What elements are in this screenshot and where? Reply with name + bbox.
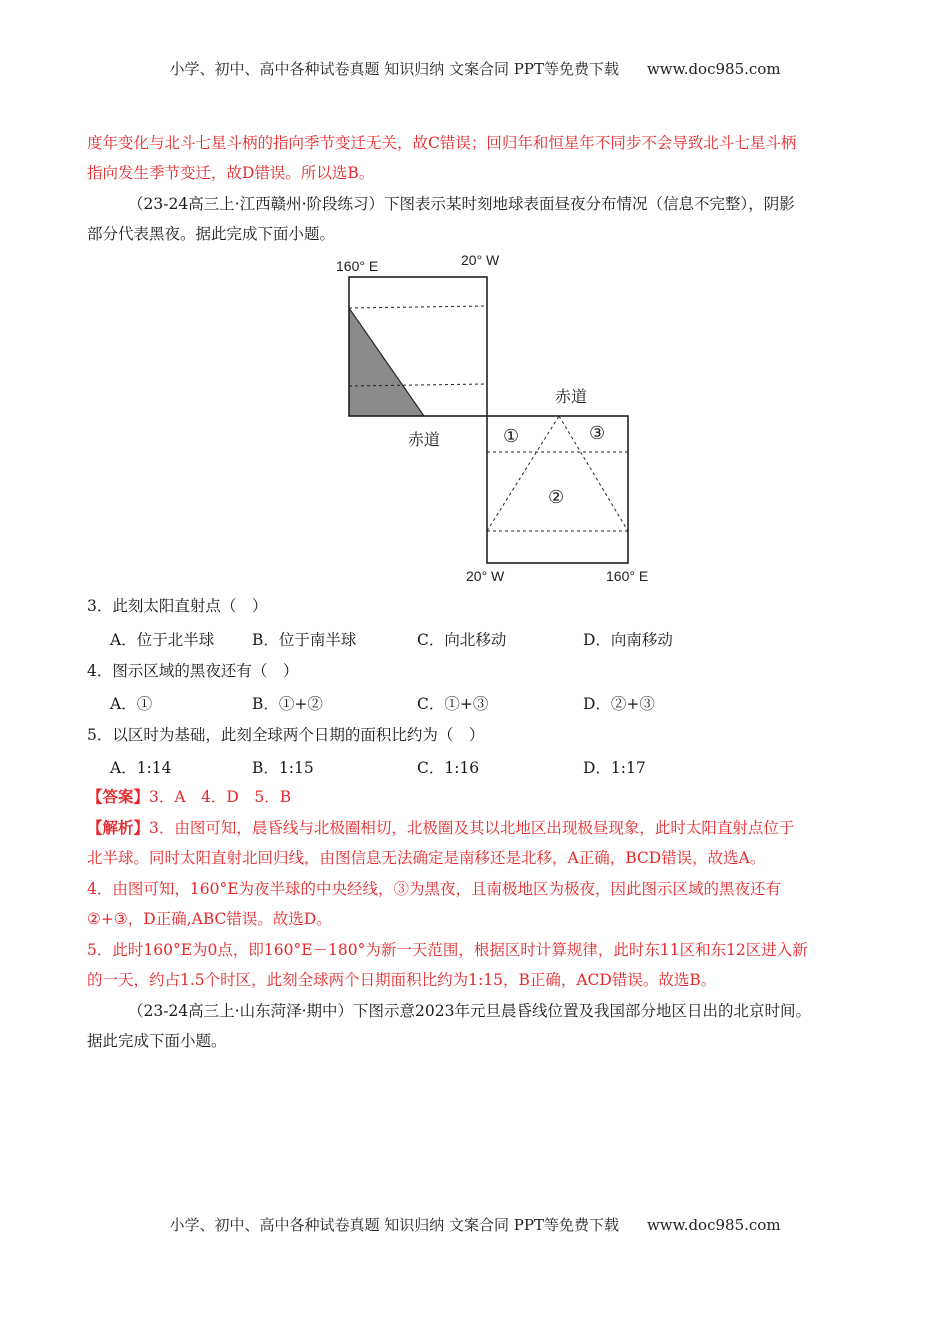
question-4-stem: 4．图示区域的黑夜还有（ ） — [87, 662, 299, 680]
label-region-2: ② — [548, 487, 565, 507]
day-night-figure — [330, 246, 670, 591]
analysis-line-4: ②+③，D正确,ABC错误。故选D。 — [87, 910, 332, 928]
label-160e-bottom: 160° E — [606, 568, 649, 584]
q4-option-b[interactable]: B．①+② — [252, 695, 323, 713]
intro2-line-1: （23-24高三上·山东菏泽·期中）下图示意2023年元旦晨昏线位置及我国部分地区日出的北京时间。 — [128, 1002, 811, 1020]
header-site[interactable]: www.doc985.com — [646, 60, 781, 78]
label-20w-top: 20° W — [461, 252, 500, 268]
q5-option-c[interactable]: C．1:16 — [417, 759, 480, 777]
label-160e-top: 160° E — [336, 258, 379, 274]
q4-option-d[interactable]: D．②+③ — [583, 695, 655, 713]
arctic-circle-line — [349, 306, 487, 308]
footer-links: 小学、初中、高中各种试卷真题 知识归纳 文案合同 PPT等免费下载 — [169, 1216, 619, 1234]
q3-option-a[interactable]: A．位于北半球 — [110, 631, 215, 649]
prev-analysis-line-2: 指向发生季节变迁，故D错误。所以选B。 — [87, 164, 375, 182]
q3-option-d[interactable]: D．向南移动 — [583, 631, 673, 649]
analysis-line-6: 的一天，约占1.5个时区，此刻全球两个日期面积比约为1:15，B正确，ACD错误。故选B。 — [87, 971, 717, 989]
analysis-label: 【解析】 — [87, 818, 150, 837]
label-region-1: ① — [503, 426, 520, 446]
q5-option-b[interactable]: B．1:15 — [252, 759, 314, 777]
q3-option-b[interactable]: B．位于南半球 — [252, 631, 357, 649]
page-footer — [0, 1214, 950, 1235]
intro-line-2: 部分代表黑夜。据此完成下面小题。 — [87, 225, 336, 243]
q5-option-d[interactable]: D．1:17 — [583, 759, 646, 777]
analysis-line-1 — [87, 817, 794, 839]
page-header — [0, 58, 950, 79]
answer-text: 3．A 4．D 5．B — [149, 788, 292, 806]
prev-analysis-line-1: 度年变化与北斗七星斗柄的指向季节变迁无关，故C错误；回归年和恒星年不同步不会导致北斗七星斗柄 — [87, 134, 797, 152]
terminator-left — [487, 416, 559, 531]
label-equator-right: 赤道 — [555, 389, 588, 406]
analysis-line-2: 北半球。同时太阳直射北回归线，由图信息无法确定是南移还是北移，A正确，BCD错误，故选A。 — [87, 849, 766, 867]
analysis-line-5: 5．此时160°E为0点，即160°E－180°为新一天范围，根据区时计算规律，此时东11区和东12区进入新 — [87, 941, 808, 959]
q5-option-a[interactable]: A．1:14 — [110, 759, 172, 777]
answer-line — [87, 786, 291, 808]
q4-option-a[interactable]: A．① — [110, 695, 153, 713]
footer-site[interactable]: www.doc985.com — [646, 1216, 781, 1234]
q4-option-c[interactable]: C．①+③ — [417, 695, 489, 713]
q3-option-c[interactable]: C．向北移动 — [417, 631, 507, 649]
label-20w-bottom: 20° W — [466, 568, 505, 584]
header-links: 小学、初中、高中各种试卷真题 知识归纳 文案合同 PPT等免费下载 — [169, 60, 619, 78]
intro-line-1: （23-24高三上·江西赣州·阶段练习）下图表示某时刻地球表面昼夜分布情况（信息不完整），阴影 — [128, 195, 795, 213]
analysis-text-1: 3．由图可知，晨昏线与北极圈相切，北极圈及其以北地区出现极昼现象，此时太阳直射点位于 — [149, 819, 795, 837]
question-3-stem: 3．此刻太阳直射点（ ） — [87, 597, 268, 615]
label-region-3: ③ — [589, 423, 606, 443]
analysis-line-3: 4．由图可知，160°E为夜半球的中央经线，③为黑夜，且南极地区为极夜，因此图示区域的黑夜还有 — [87, 880, 782, 898]
question-5-stem: 5．以区时为基础，此刻全球两个日期的面积比约为（ ） — [87, 726, 485, 744]
answer-label: 【答案】 — [87, 787, 150, 806]
intro2-line-2: 据此完成下面小题。 — [87, 1032, 227, 1050]
label-equator-left: 赤道 — [408, 432, 441, 449]
